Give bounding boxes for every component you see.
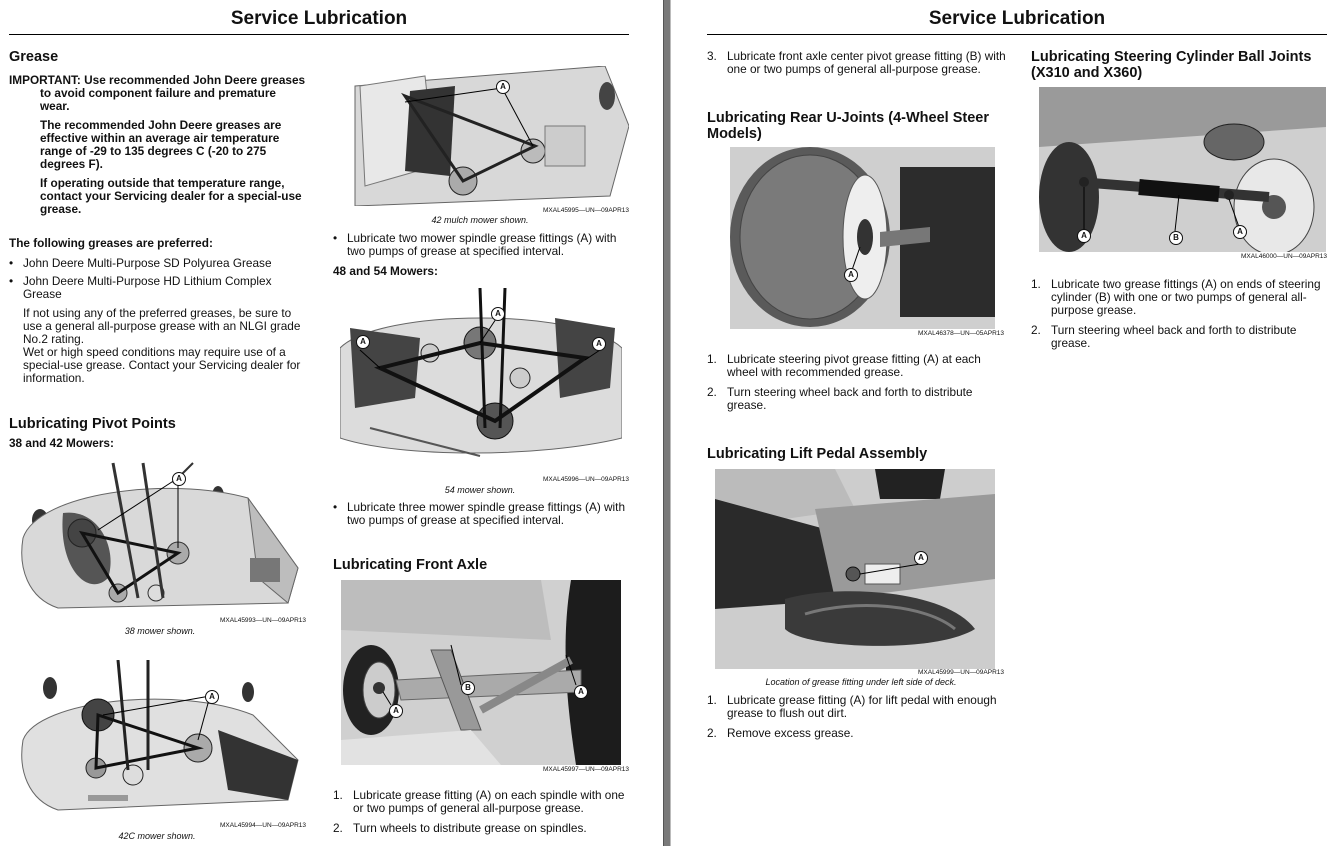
- list-item: • Lubricate two mower spindle grease fittings (A) with two pumps of grease at specified interval.: [333, 231, 617, 258]
- callout-a: A: [496, 80, 510, 94]
- figure-code: MXAL45999—UN—09APR13: [918, 669, 1004, 676]
- callout-a: A: [491, 307, 505, 321]
- page-title: Service Lubrication: [230, 8, 408, 29]
- figure-code: MXAL45993—UN—09APR13: [220, 617, 306, 624]
- list-item: 1. Lubricate grease fitting (A) for lift pedal with enough grease to flush out dirt.: [707, 693, 997, 720]
- preferred-heading: The following greases are preferred:: [9, 236, 213, 250]
- mowers-48-54-subheading: 48 and 54 Mowers:: [333, 264, 438, 278]
- mower-42c-image: [18, 660, 306, 820]
- callout-a: A: [1077, 229, 1091, 243]
- lift-pedal-image: [715, 469, 995, 669]
- callout-a: A: [356, 335, 370, 349]
- rear-ujoints-heading: Lubricating Rear U-Joints (4-Wheel Steer Models): [707, 110, 989, 142]
- figure-caption: Location of grease fitting under left side of deck.: [765, 677, 957, 687]
- grease-note-2: Wet or high speed conditions may require use of a special-use grease. Contact your Servicing dealer for information.: [23, 345, 301, 385]
- figure-caption: 42C mower shown.: [118, 831, 196, 841]
- list-item: 1. Lubricate two grease fittings (A) on ends of steering cylinder (B) with one or two pumps of general all-purpose grease.: [1031, 277, 1321, 317]
- list-item: • John Deere Multi-Purpose HD Lithium Complex Grease: [9, 274, 272, 301]
- steering-cylinder-steps: [1031, 278, 1331, 350]
- page-title: Service Lubrication: [928, 8, 1106, 29]
- mower-42-mulch-image: [345, 66, 629, 206]
- grease-note-1: If not using any of the preferred greases, be sure to use a general all-purpose grease with an NLGI grade No.2 rating.: [23, 306, 301, 346]
- right-page: [671, 0, 1337, 846]
- callout-a: A: [844, 268, 858, 282]
- grease-list: [9, 257, 309, 301]
- figure-code: MXAL45996—UN—09APR13: [543, 476, 629, 483]
- callout-a: A: [574, 685, 588, 699]
- front-axle-image: [341, 580, 621, 765]
- figure-code: MXAL46378—UN—05APR13: [918, 330, 1004, 337]
- mower-54-image: [340, 288, 622, 458]
- steering-cylinder-image: [1039, 87, 1326, 252]
- figure-code: MXAL46000—UN—09APR13: [1241, 253, 1327, 260]
- title-rule: [9, 34, 629, 35]
- list-item: 2. Turn steering wheel back and forth to distribute grease.: [1031, 323, 1297, 350]
- grease-heading: Grease: [9, 49, 59, 65]
- list-item: 1. Lubricate grease fitting (A) on each spindle with one or two pumps of general all-purpose grease.: [333, 788, 625, 815]
- figure-caption: 38 mower shown.: [124, 626, 196, 636]
- list-item: • John Deere Multi-Purpose SD Polyurea Grease: [9, 256, 272, 270]
- callout-a: A: [1233, 225, 1247, 239]
- front-axle-heading: Lubricating Front Axle: [333, 557, 488, 573]
- callout-a: A: [592, 337, 606, 351]
- important-line-2: to avoid component failure and premature wear.: [40, 86, 276, 113]
- figure-code: MXAL45997—UN—09APR13: [543, 766, 629, 773]
- callout-a: A: [205, 690, 219, 704]
- list-item: 2. Remove excess grease.: [707, 726, 854, 740]
- callout-b: B: [461, 681, 475, 695]
- callout-a: A: [389, 704, 403, 718]
- lift-pedal-steps: [707, 694, 1007, 740]
- lift-pedal-heading: Lubricating Lift Pedal Assembly: [707, 446, 928, 462]
- list-item: 2. Turn steering wheel back and forth to distribute grease.: [707, 385, 973, 412]
- callout-b: B: [1169, 231, 1183, 245]
- steering-cylinder-heading: Lubricating Steering Cylinder Ball Joints (X310 and X360): [1031, 49, 1312, 81]
- rear-ujoint-image: [730, 147, 995, 329]
- figure-code: MXAL45994—UN—09APR13: [220, 822, 306, 829]
- list-item: • Lubricate three mower spindle grease fittings (A) with two pumps of grease at specified interval.: [333, 500, 626, 527]
- important-line-1: IMPORTANT: Use recommended John Deere greases: [9, 73, 306, 87]
- figure-caption: 42 mulch mower shown.: [431, 215, 529, 225]
- figure-code: MXAL45995—UN—09APR13: [543, 207, 629, 214]
- important-para-temp: The recommended John Deere greases are effective within an average air temperature range of -29 to 135 degrees C (-20 to 275 degrees F).: [40, 118, 282, 171]
- list-item: 2. Turn wheels to distribute grease on spindles.: [333, 821, 587, 835]
- mower-38-image: [18, 458, 306, 618]
- list-item: 1. Lubricate steering pivot grease fitting (A) at each wheel with recommended grease.: [707, 352, 981, 379]
- left-page: [0, 0, 663, 846]
- list-item: 3. Lubricate front axle center pivot grease fitting (B) with one or two pumps of general all-purpose grease.: [707, 49, 1006, 76]
- front-axle-step-3: [707, 50, 1007, 76]
- callout-a: A: [914, 551, 928, 565]
- figure-caption: 54 mower shown.: [444, 485, 516, 495]
- important-para-dealer: If operating outside that temperature range, contact your Servicing dealer for a special-use grease.: [40, 176, 302, 216]
- pivot-heading: Lubricating Pivot Points: [9, 416, 176, 432]
- title-rule: [707, 34, 1327, 35]
- rear-ujoint-steps: [707, 353, 1007, 412]
- pivot-subheading: 38 and 42 Mowers:: [9, 436, 114, 450]
- callout-a: A: [172, 472, 186, 486]
- front-axle-steps: [333, 789, 633, 835]
- page-divider: [663, 0, 671, 846]
